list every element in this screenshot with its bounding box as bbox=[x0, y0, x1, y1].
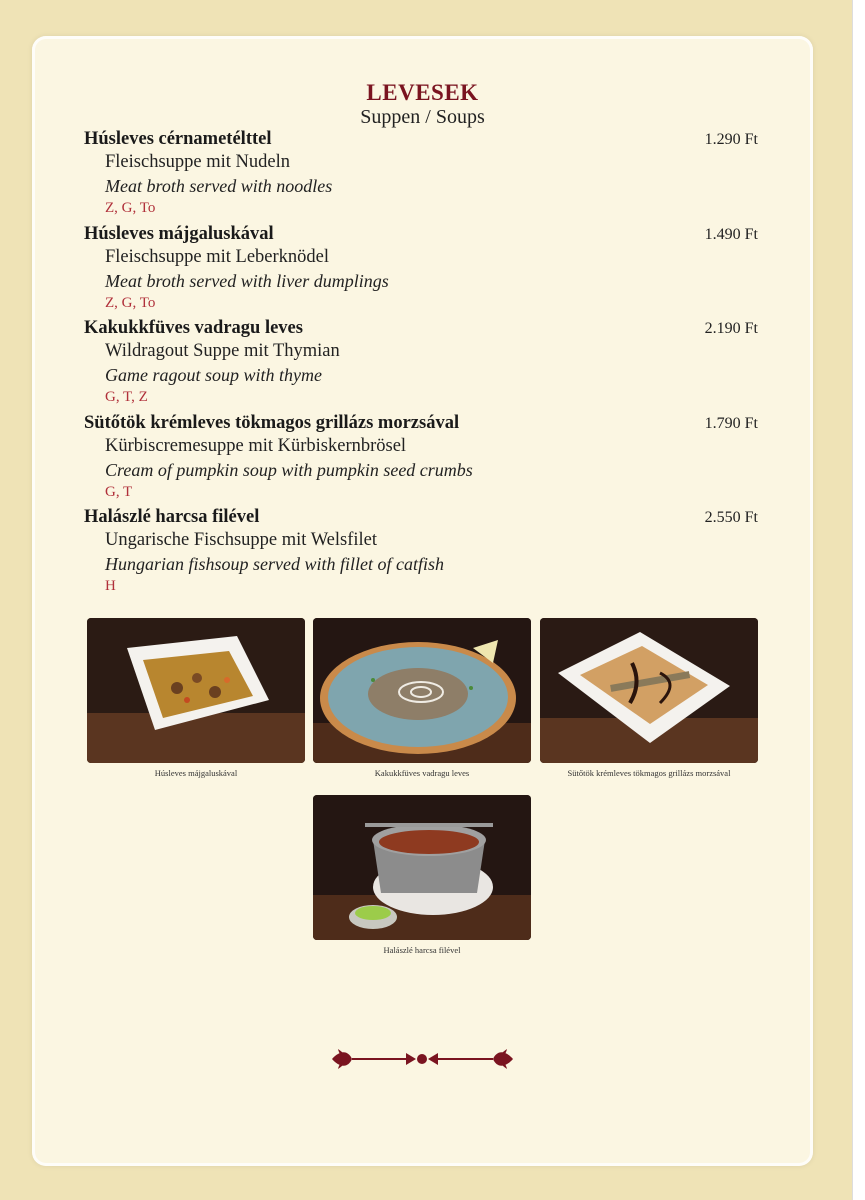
menu-item bbox=[84, 224, 764, 319]
menu-item bbox=[84, 413, 764, 508]
pumpkin-soup-photo bbox=[540, 618, 758, 763]
item-name: Kakukkfüves vadragu leves bbox=[84, 318, 303, 338]
item-allergens: H bbox=[105, 578, 116, 594]
page-subtitle: Suppen / Soups bbox=[360, 106, 485, 128]
photo-caption: Halászlé harcsa filével bbox=[383, 945, 461, 955]
item-name: Húsleves májgaluskával bbox=[84, 223, 274, 244]
item-german: Ungarische Fischsuppe mit Welsfilet bbox=[105, 530, 378, 550]
menu-item bbox=[84, 129, 764, 224]
menu-item bbox=[84, 507, 764, 602]
item-allergens: Z, G, To bbox=[105, 294, 156, 311]
item-english: Meat broth served with noodles bbox=[105, 176, 333, 196]
photo-caption: Húsleves májgaluskával bbox=[154, 768, 238, 778]
item-allergens: G, T bbox=[105, 483, 133, 500]
item-german: Fleischsuppe mit Leberknödel bbox=[105, 246, 330, 267]
item-english: Game ragout soup with thyme bbox=[105, 365, 322, 385]
item-german: Kürbiscremesuppe mit Kürbiskernbrösel bbox=[105, 435, 407, 456]
menu-card bbox=[32, 36, 813, 1166]
item-german: Fleischsuppe mit Nudeln bbox=[105, 152, 290, 172]
photo-caption: Sütőtök krémleves tökmagos grillázs morzsával bbox=[567, 768, 731, 778]
item-price: 1.290 Ft bbox=[704, 131, 758, 148]
game-ragout-photo bbox=[313, 618, 531, 763]
menu-items bbox=[84, 129, 764, 602]
item-german: Wildragout Suppe mit Thymian bbox=[105, 341, 340, 361]
fish-soup-photo bbox=[313, 795, 531, 940]
photo-caption: Kakukkfüves vadragu leves bbox=[374, 768, 470, 778]
menu-item bbox=[84, 318, 764, 413]
item-name: Húsleves cérnametélttel bbox=[84, 129, 272, 149]
item-english: Cream of pumpkin soup with pumpkin seed crumbs bbox=[105, 459, 473, 480]
page-title: LEVESEK bbox=[366, 80, 479, 105]
item-name: Halászlé harcsa filével bbox=[84, 507, 260, 527]
item-allergens: G, T, Z bbox=[105, 389, 148, 405]
item-price: 2.550 Ft bbox=[704, 509, 758, 526]
item-price: 1.790 Ft bbox=[704, 414, 758, 432]
item-price: 2.190 Ft bbox=[704, 320, 758, 337]
item-allergens: Z, G, To bbox=[105, 200, 156, 216]
item-english: Hungarian fishsoup served with fillet of catfish bbox=[105, 554, 444, 574]
meat-broth-photo bbox=[87, 618, 305, 763]
ornament-divider-icon bbox=[330, 1044, 515, 1074]
item-name: Sütőtök krémleves tökmagos grillázs morzsával bbox=[84, 412, 460, 433]
page-edge bbox=[852, 0, 865, 1200]
item-price: 1.490 Ft bbox=[704, 225, 758, 243]
item-english: Meat broth served with liver dumplings bbox=[105, 270, 389, 291]
